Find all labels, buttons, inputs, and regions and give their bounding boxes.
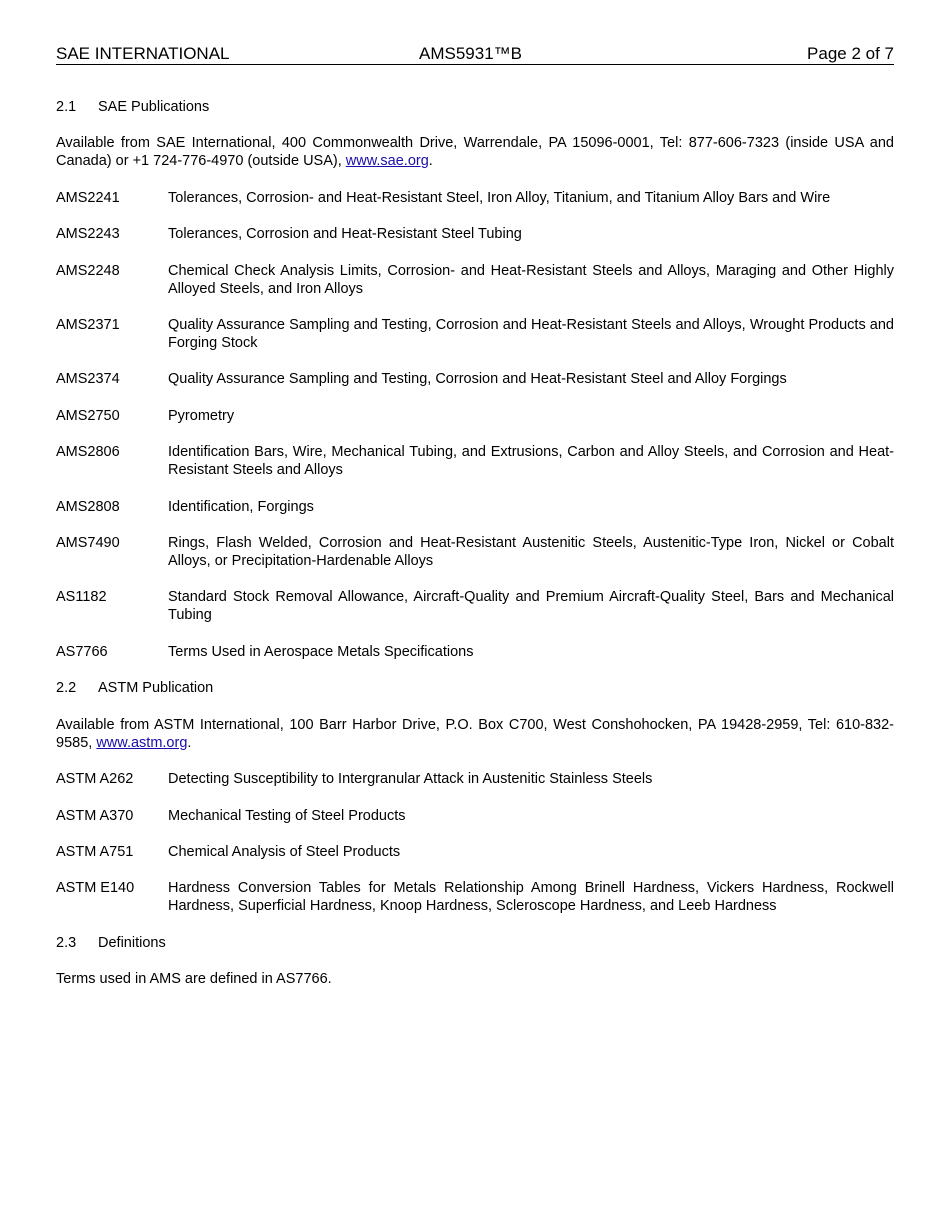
section-heading-2-1 [56,98,209,116]
reference-code: AMS2248 [56,263,120,279]
reference-title: Identification, Forgings [168,499,314,515]
paragraph-punct: . [428,153,433,169]
reference-code: AMS2371 [56,317,120,333]
paragraph-text: Available from ASTM International, 100 Barr Harbor Drive, P.O. Box C700, West Conshohocken, PA 19428-2959, Tel: 610-832-9585, [56,717,894,751]
paragraph-text: Terms used in AMS are defined in AS7766. [56,971,332,987]
section-number: 2.2 [56,680,77,696]
reference-title: Quality Assurance Sampling and Testing, Corrosion and Heat-Resistant Steels and Alloys, Wrought Products and Forging Stock [168,317,894,351]
reference-title: Quality Assurance Sampling and Testing, Corrosion and Heat-Resistant Steel and Alloy Forgings [168,371,787,387]
reference-code: AMS2374 [56,371,120,387]
reference-code: ASTM E140 [56,880,135,896]
sae-website-link[interactable]: www.sae.org [345,153,429,169]
reference-title: Hardness Conversion Tables for Metals Relationship Among Brinell Hardness, Vickers Hardness, Rockwell Hardness, Superficial Hardness, Knoop Hardness, Scleroscope Hardness, and Leeb Hardness [168,880,894,914]
reference-code: ASTM A262 [56,771,134,787]
paragraph-text: Available from SAE International, 400 Commonwealth Drive, Warrendale, PA 15096-0001, Tel: 877-606-7323 (inside USA and Canada) or +1 724-776-4970 (outside USA), [56,135,894,169]
reference-title: Chemical Analysis of Steel Products [168,844,401,860]
reference-code: AMS2808 [56,499,120,515]
reference-title: Terms Used in Aerospace Metals Specifications [168,644,474,660]
header-organization: SAE INTERNATIONAL [56,44,230,63]
reference-title: Detecting Susceptibility to Intergranular Attack in Austenitic Stainless Steels [168,771,653,787]
definitions-paragraph [56,970,894,988]
paragraph-punct: . [187,735,192,751]
reference-title: Chemical Check Analysis Limits, Corrosion- and Heat-Resistant Steels and Alloys, Maraging and Other Highly Alloyed Steels, and Iron Alloys [168,263,894,297]
header-page-number: Page 2 of 7 [807,44,894,63]
reference-code: AMS2806 [56,444,120,460]
reference-code: AMS2750 [56,408,120,424]
sae-availability-paragraph [56,134,894,170]
reference-title: Tolerances, Corrosion- and Heat-Resistant Steel, Iron Alloy, Titanium, and Titanium Alloy Bars and Wire [168,190,831,206]
section-title: SAE Publications [98,99,210,115]
reference-code: AS7766 [56,644,108,660]
section-heading-2-2 [56,679,213,697]
reference-code: AMS7490 [56,535,120,551]
astm-availability-paragraph [56,716,894,752]
reference-code: AMS2241 [56,190,120,206]
section-number: 2.1 [56,99,77,115]
section-title: ASTM Publication [98,680,214,696]
reference-title: Rings, Flash Welded, Corrosion and Heat-Resistant Austenitic Steels, Austenitic-Type Iron, Nickel or Cobalt Alloys, or Precipitation-Hardenable Alloys [168,535,894,569]
reference-title: Identification Bars, Wire, Mechanical Tubing, and Extrusions, Carbon and Alloy Steels, and Corrosion and Heat-Resistant Steels and Alloys [168,444,894,478]
reference-title: Standard Stock Removal Allowance, Aircraft-Quality and Premium Aircraft-Quality Steel, Bars and Mechanical Tubing [168,589,894,623]
reference-code: AS1182 [56,589,107,605]
reference-code: ASTM A370 [56,808,134,824]
reference-code: AMS2243 [56,226,120,242]
reference-title: Tolerances, Corrosion and Heat-Resistant Steel Tubing [168,226,522,242]
page-header [56,44,894,65]
section-number: 2.3 [56,935,77,951]
section-title: Definitions [98,935,166,951]
section-heading-2-3 [56,934,166,952]
header-document-number: AMS5931™B [419,44,522,63]
reference-title: Pyrometry [168,408,235,424]
reference-code: ASTM A751 [56,844,134,860]
reference-title: Mechanical Testing of Steel Products [168,808,406,824]
astm-website-link[interactable]: www.astm.org [96,735,188,751]
